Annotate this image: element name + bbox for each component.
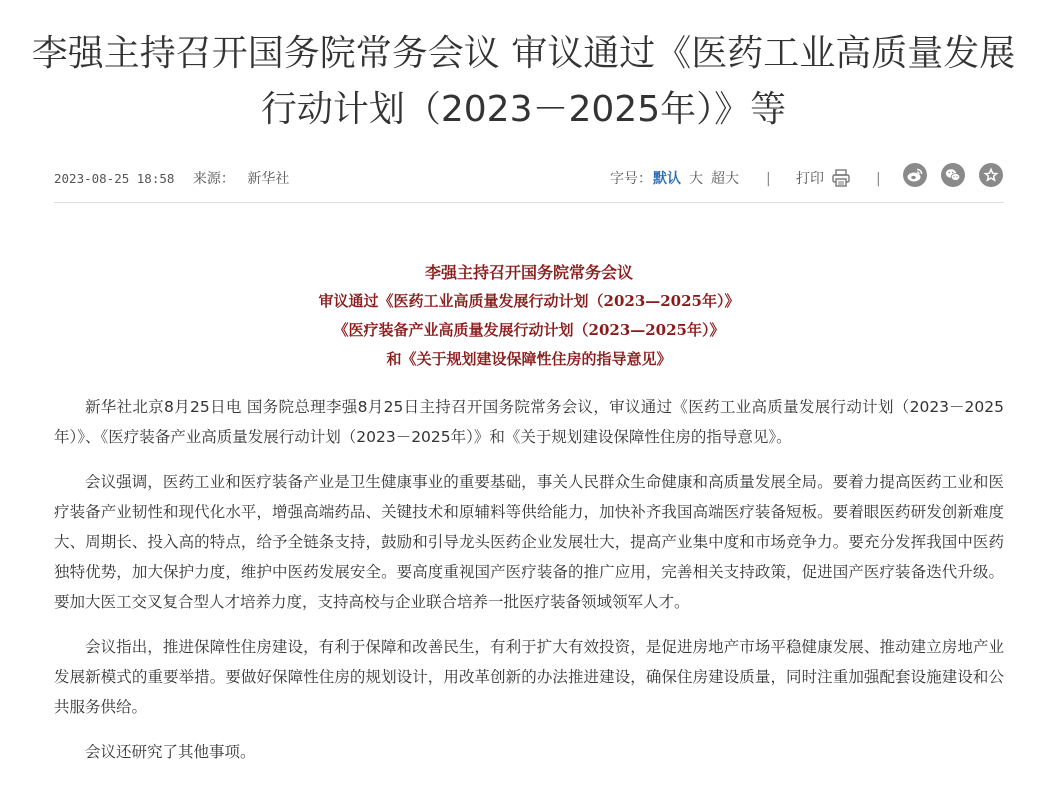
font-size-large-option[interactable]: 大 [689, 171, 703, 187]
article-body [54, 392, 1004, 782]
favorite-icon[interactable] [979, 163, 1003, 187]
font-size-default-option[interactable]: 默认 [653, 171, 681, 187]
source-label: 来源： [192, 171, 235, 187]
publish-date: 2023-08-25 18:58 [54, 171, 175, 186]
font-size-xlarge-option[interactable]: 超大 [711, 171, 739, 187]
subheading-line: 审议通过《医药工业高质量发展行动计划（2023—2025年）》 [318, 292, 740, 310]
toolbar-separator: | [876, 171, 881, 187]
article-paragraph: 会议强调，医药工业和医疗装备产业是卫生健康事业的重要基础，事关人民群众生命健康和高质量发展全局。要着力提高医药工业和医疗装备产业韧性和现代化水平，增强高端药品、关键技术和原辅料等供给能力，加快补齐我国高端医疗装备短板。要着眼医药研发创新难度大、周期长、投入高的特点，给予全链条支持，鼓励和引导龙头医药企业发展壮大，提高产业集中度和市场竞争力。要充分发挥我国中医药独特优势，加大保护力度，维护中医药发展安全。要高度重视国产医疗装备的推广应用，完善相关支持政策，促进国产医疗装备迭代升级。要加大医工交叉复合型人才培养力度，支持高校与企业联合培养一批医疗装备领域领军人才。 [54, 473, 1004, 611]
article-meta [54, 169, 289, 189]
weibo-icon[interactable] [903, 163, 927, 187]
article-meta-bar [54, 162, 1004, 203]
article-paragraph: 新华社北京8月25日电 国务院总理李强8月25日主持召开国务院常务会议，审议通过《医药工业高质量发展行动计划（2023－2025年）》、《医疗装备产业高质量发展行动计划（2023－2025年）》和《关于规划建设保障性住房的指导意见》。 [54, 398, 1004, 446]
print-icon[interactable] [831, 168, 851, 188]
subheading-line: 和《关于规划建设保障性住房的指导意见》 [386, 350, 672, 368]
page-title: 李强主持召开国务院常务会议 审议通过《医药工业高质量发展行动计划（2023－2025年）》等 [31, 33, 1016, 130]
toolbar-separator: | [766, 171, 771, 187]
source-name: 新华社 [247, 171, 290, 187]
subheading-line: 《医疗装备产业高质量发展行动计划（2023—2025年）》 [333, 321, 725, 339]
article-paragraph: 会议还研究了其他事项。 [85, 743, 256, 761]
font-size-label: 字号： [610, 171, 652, 187]
subheading-line: 李强主持召开国务院常务会议 [424, 263, 633, 282]
article-subheading [54, 258, 1004, 374]
wechat-icon[interactable] [941, 163, 965, 187]
article-paragraph: 会议指出，推进保障性住房建设，有利于保障和改善民生，有利于扩大有效投资，是促进房地产市场平稳健康发展、推动建立房地产业发展新模式的重要举措。要做好保障性住房的规划设计，用改革创新的办法推进建设，确保住房建设质量，同时注重加强配套设施建设和公共服务供给。 [54, 638, 1004, 716]
print-button[interactable]: 打印 [796, 171, 824, 187]
